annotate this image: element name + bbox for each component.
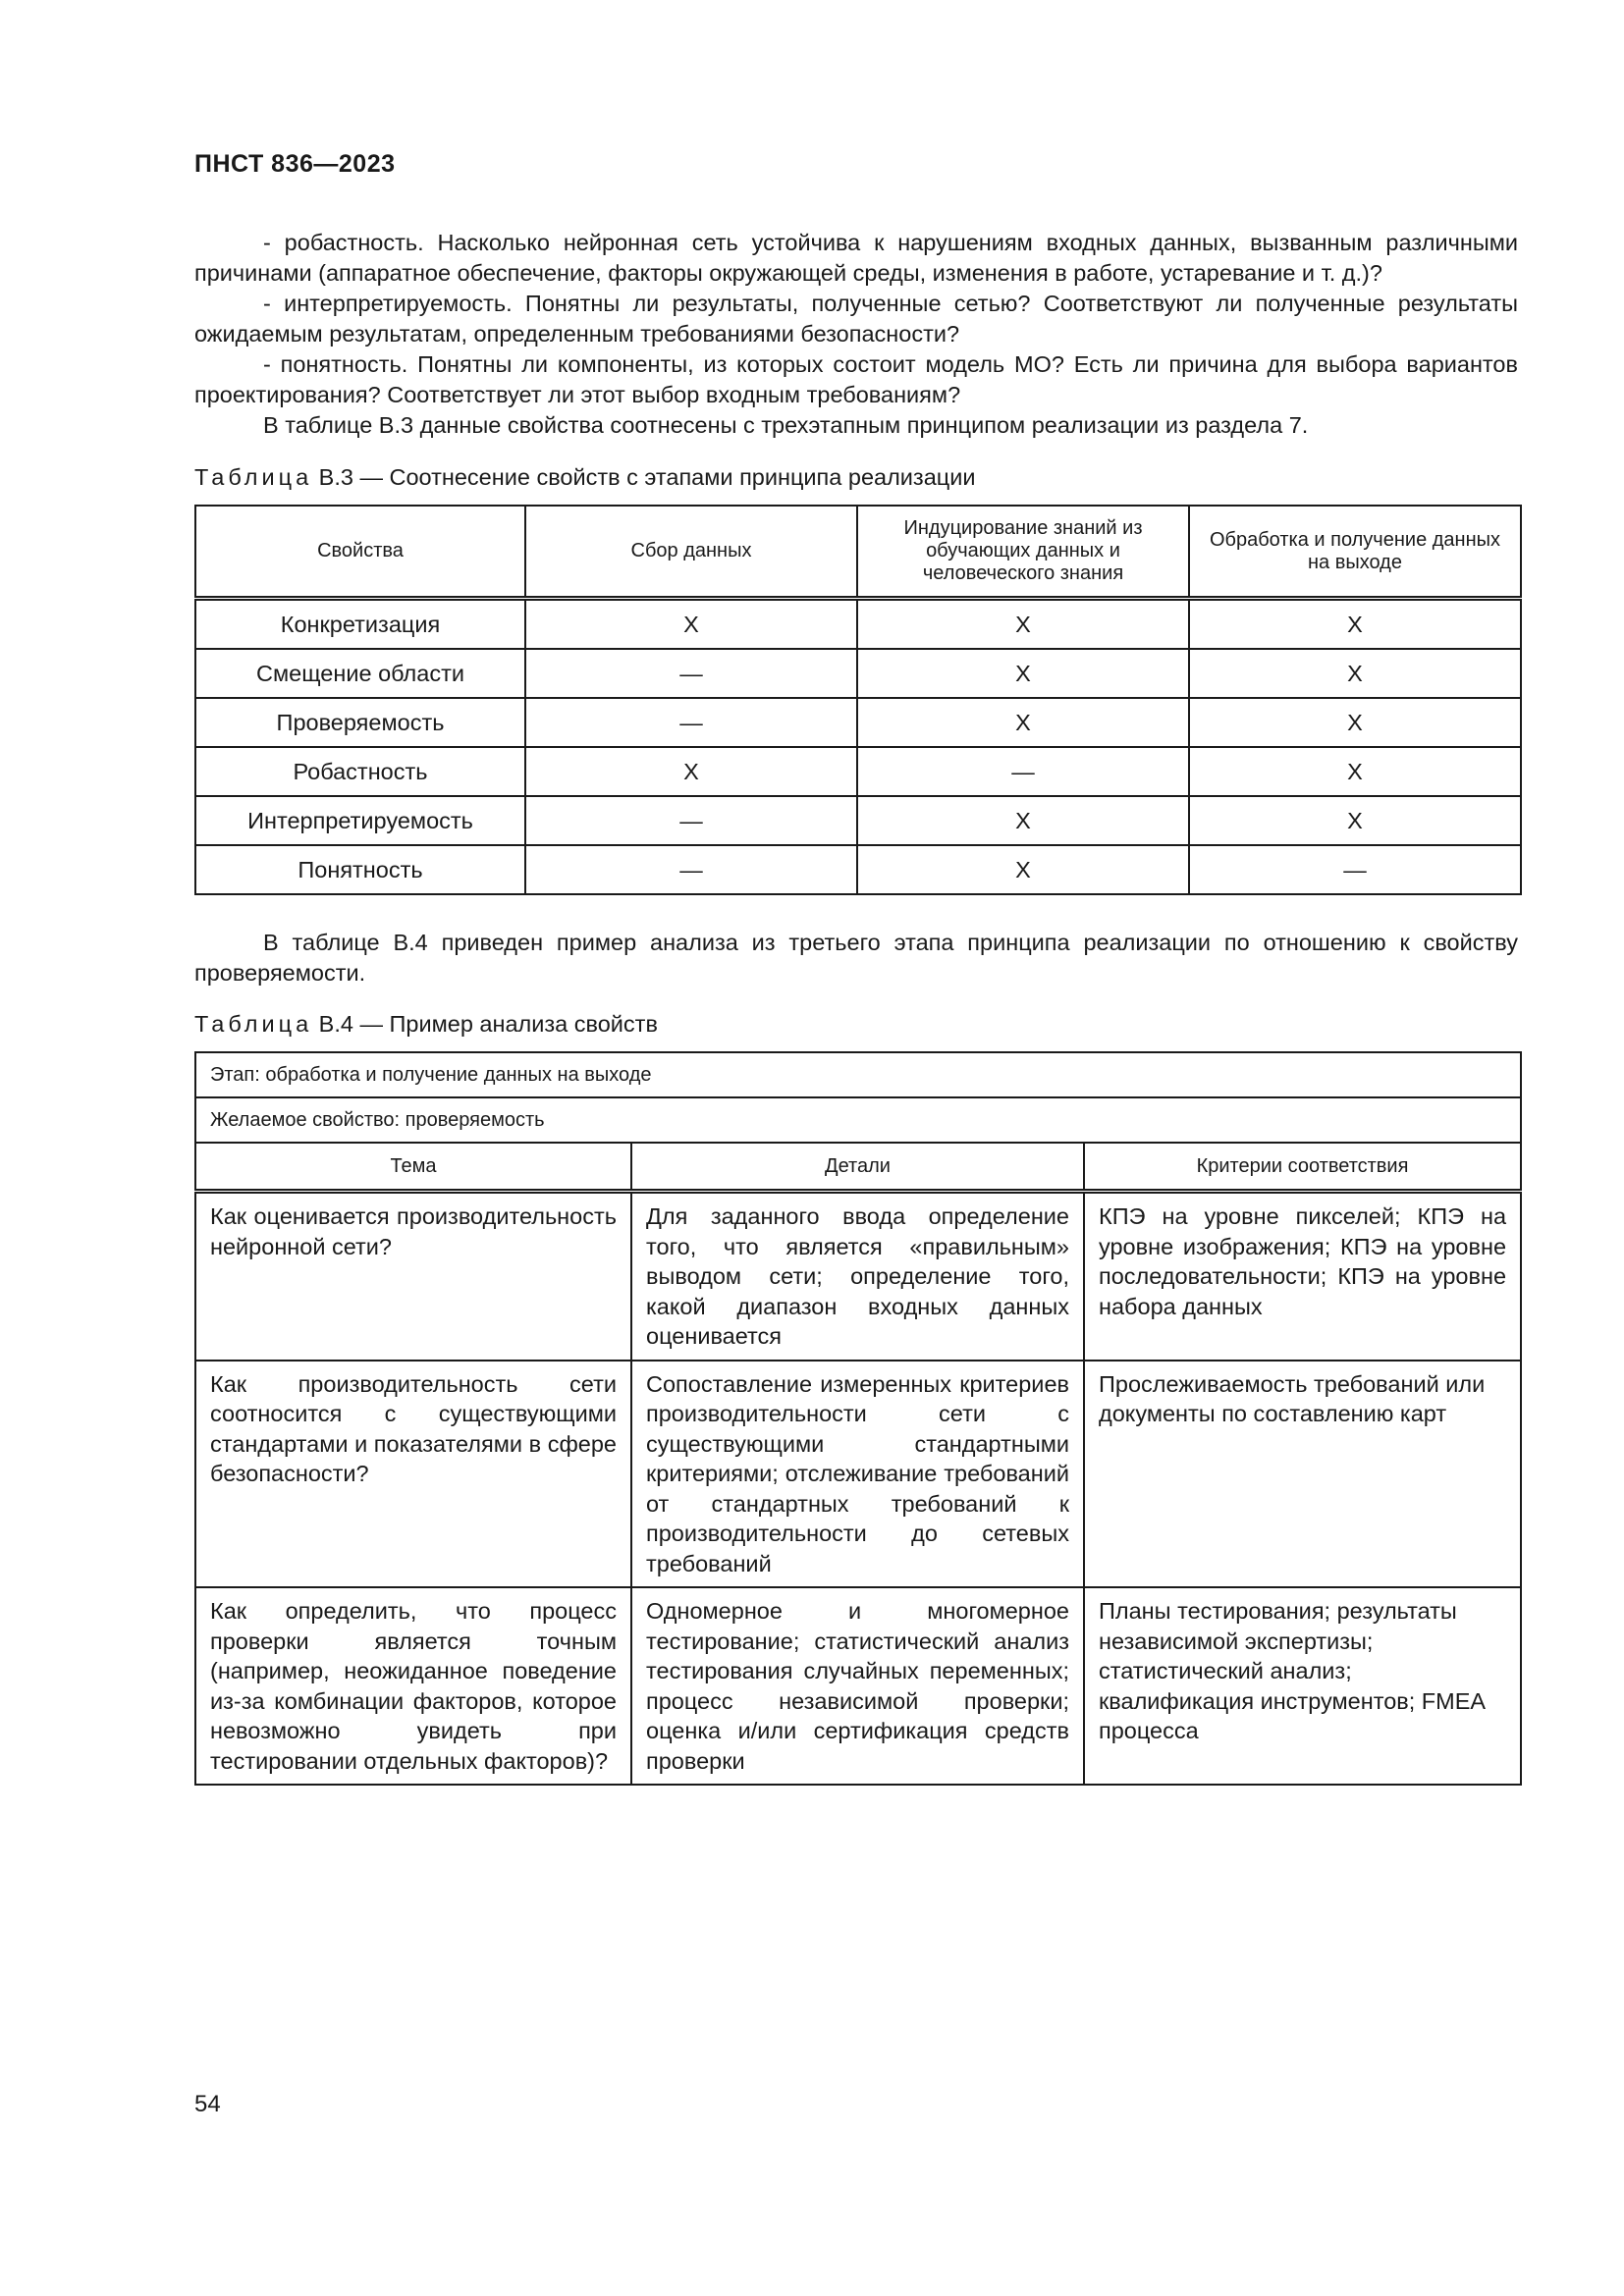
table-cell: X (1189, 796, 1521, 845)
paragraph-table4-intro: В таблице В.4 приведен пример анализа из третьего этапа принципа реализации по отношению к свойству проверяемости. (194, 930, 1518, 986)
table4-intro-text (194, 928, 1518, 988)
table3-header-processing-output: Обработка и получение данных на выходе (1189, 506, 1521, 599)
property-name: Интерпретируемость (195, 796, 525, 845)
table4-caption-prefix: Таблица (194, 1011, 313, 1037)
topic-text: Как определить, что процесс проверки является точным (например, неожиданное поведение из-за комбинации факторов, которое невозможно увидеть при тестировании отдельных факторов)? (210, 1598, 617, 1774)
paragraph-robustness: - робастность. Насколько нейронная сеть устойчива к нарушениям входных данных, вызванным различными причинами (аппаратное обеспечение, факторы окружающей среды, изменения в работе, устаревание и т. д.)? (194, 230, 1518, 286)
table3-header-properties: Свойства (195, 506, 525, 599)
table-cell: X (857, 599, 1189, 650)
table-cell: — (525, 698, 857, 747)
property-name: Конкретизация (195, 599, 525, 650)
table-row (195, 1587, 1521, 1785)
details-text: Для заданного ввода определение того, что является «правильным» выводом сети; определение того, какой диапазон входных данных оценивается (646, 1203, 1069, 1349)
table3-caption-text: В.3 — Соотнесение свойств с этапами принципа реализации (312, 464, 976, 490)
criteria-cell (1084, 1361, 1521, 1588)
desired-property-label: Желаемое свойство: проверяемость (195, 1097, 1521, 1143)
table4-caption-text: В.4 — Пример анализа свойств (312, 1011, 658, 1037)
criteria-text: Планы тестирования; результаты независимой экспертизы; статистический анализ; квалификация инструментов; FMEA процесса (1099, 1598, 1485, 1743)
table-property-analysis (194, 1051, 1522, 1786)
table-row (195, 796, 1521, 845)
table4-caption (194, 1011, 658, 1038)
stage-label: Этап: обработка и получение данных на выходе (195, 1052, 1521, 1097)
stage-row (195, 1052, 1521, 1097)
details-cell (631, 1361, 1084, 1588)
table-cell: X (525, 747, 857, 796)
table4-header-criteria: Критерии соответствия (1084, 1143, 1521, 1192)
table-cell: — (525, 796, 857, 845)
table-cell: X (857, 796, 1189, 845)
topic-cell (195, 1192, 631, 1361)
paragraph-interpretability: - интерпретируемость. Понятны ли результаты, полученные сетью? Соответствуют ли полученные результаты ожидаемым результатам, определенным требованиями безопасности? (194, 291, 1518, 347)
property-name: Проверяемость (195, 698, 525, 747)
table3-header-row (195, 506, 1521, 599)
property-name: Робастность (195, 747, 525, 796)
table4-header-details: Детали (631, 1143, 1084, 1192)
table-cell: X (857, 698, 1189, 747)
table-cell: X (1189, 649, 1521, 698)
paragraph-table3-intro: В таблице В.3 данные свойства соотнесены с трехэтапным принципом реализации из раздела 7. (263, 412, 1309, 438)
table-row (195, 747, 1521, 796)
table-cell: — (1189, 845, 1521, 894)
property-name: Понятность (195, 845, 525, 894)
intro-text (194, 228, 1518, 441)
table-cell: X (857, 845, 1189, 894)
table-cell: — (525, 845, 857, 894)
table-cell: X (1189, 698, 1521, 747)
criteria-cell (1084, 1587, 1521, 1785)
table3-header-knowledge-induction: Индуцирование знаний из обучающих данных и человеческого знания (857, 506, 1189, 599)
table-cell: — (525, 649, 857, 698)
desired-property-row (195, 1097, 1521, 1143)
document-header: ПНСТ 836—2023 (194, 150, 396, 178)
details-cell (631, 1587, 1084, 1785)
table3-caption-prefix: Таблица (194, 464, 313, 490)
table3-header-data-collection: Сбор данных (525, 506, 857, 599)
table-cell: — (857, 747, 1189, 796)
details-text: Одномерное и многомерное тестирование; статистический анализ тестирования случайных переменных; процесс независимой проверки; оценка и/или сертификация средств проверки (646, 1598, 1069, 1774)
table-row (195, 1192, 1521, 1361)
table-cell: X (857, 649, 1189, 698)
paragraph-understandability: - понятность. Понятны ли компоненты, из которых состоит модель МО? Есть ли причина для выбора вариантов проектирования? Соответствует ли этот выбор входным требованиям? (194, 351, 1518, 407)
topic-text: Как производительность сети соотносится с существующими стандартами и показателями в сфере безопасности? (210, 1370, 617, 1486)
table4-header-topic: Тема (195, 1143, 631, 1192)
property-name: Смещение области (195, 649, 525, 698)
table-cell: X (525, 599, 857, 650)
topic-text: Как оценивается производительность нейронной сети? (210, 1203, 617, 1259)
criteria-text: Прослеживаемость требований или документы по составлению карт (1099, 1370, 1486, 1426)
table-row (195, 649, 1521, 698)
topic-cell (195, 1587, 631, 1785)
details-text: Сопоставление измеренных критериев производительности сети с существующими стандартными критериями; отслеживание требований от стандартных требований к производительности до сетевых требований (646, 1370, 1069, 1576)
page-number: 54 (194, 2091, 221, 2117)
table-cell: X (1189, 599, 1521, 650)
table-row (195, 698, 1521, 747)
table-cell: X (1189, 747, 1521, 796)
table-row (195, 599, 1521, 650)
table3-caption (194, 464, 975, 491)
table-row (195, 1361, 1521, 1588)
criteria-cell (1084, 1192, 1521, 1361)
table-properties-stages (194, 505, 1522, 895)
criteria-text: КПЭ на уровне пикселей; КПЭ на уровне изображения; КПЭ на уровне последовательности; КПЭ на уровне набора данных (1099, 1203, 1507, 1319)
table4-header-row (195, 1143, 1521, 1192)
table-row (195, 845, 1521, 894)
details-cell (631, 1192, 1084, 1361)
topic-cell (195, 1361, 631, 1588)
